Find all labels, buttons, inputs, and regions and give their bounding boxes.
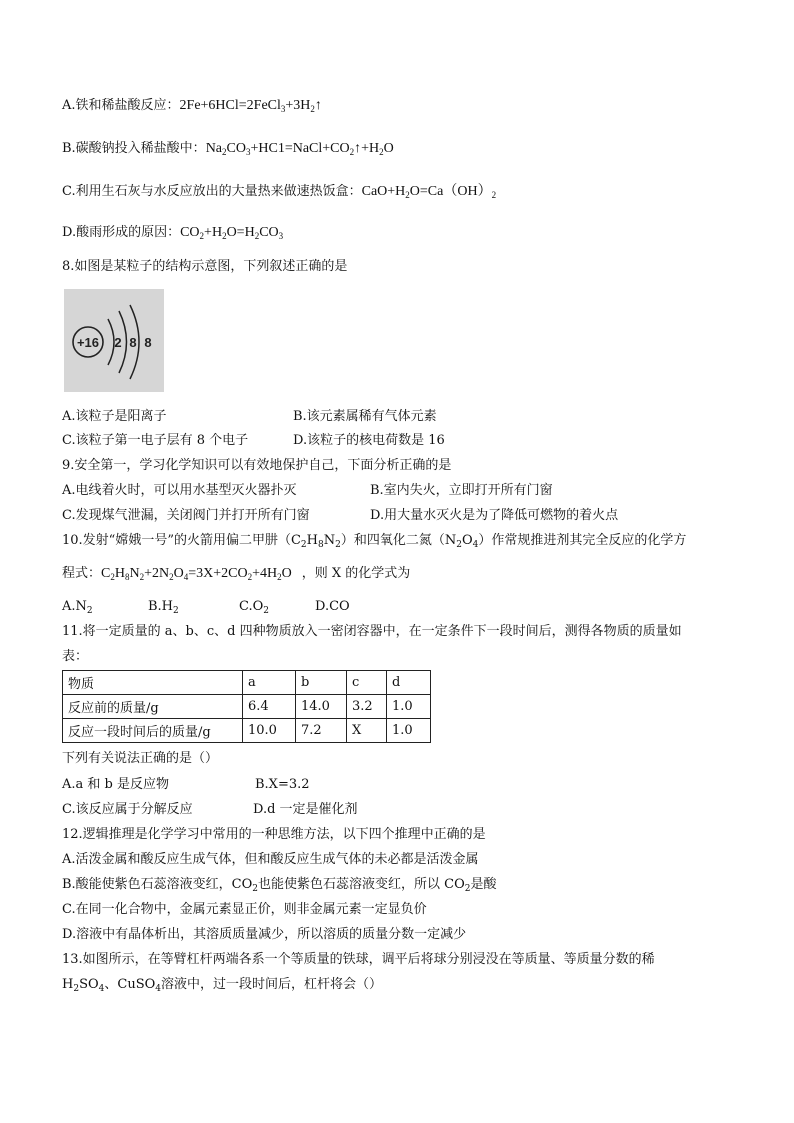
q9-option-d: D.用大量水灭火是为了降低可燃物的着火点 — [370, 508, 619, 523]
q10-option-b: $B.H_2$ — [148, 599, 179, 616]
table-row — [63, 719, 431, 743]
q7-option-a: A.铁和稀盐酸反应：$2Fe+6HCl=2FeCl_3+3H_2↑$ — [62, 98, 322, 114]
shell-electrons-1: 2 — [114, 335, 122, 350]
q7-c-equation: $CaO+H_2O=Ca(OH)_2$ — [361, 184, 497, 200]
table-cell: 6.4 — [243, 695, 296, 719]
q9-stem: 9.安全第一，学习化学知识可以有效地保护自己，下面分析正确的是 — [62, 458, 452, 473]
shell-electrons-2: 8 — [129, 335, 137, 350]
q13-stem-line2: $H_2SO_4$、CuSO$_4$溶液中，过一段时间后，杠杆将会（） — [62, 977, 383, 994]
table-cell: 物质 — [63, 671, 243, 695]
q10-stem-line2: 程式：$C_2H_8N_2+2N_2O_4=3X+2CO_2+4H_2O$ ，则 X 的化学式为 — [62, 566, 411, 582]
q12-option-d: D.溶液中有晶体析出，其溶质质量减少，所以溶质的质量分数一定减少 — [62, 927, 467, 942]
q10-equation: $C_2H_8N_2+2N_2O_4=3X+2CO_2+4H_2O$ — [101, 566, 292, 582]
nucleus-charge: +16 — [76, 335, 100, 350]
q12-option-c: C.在同一化合物中，金属元素显正价，则非金属元素一定显负价 — [62, 902, 427, 917]
table-cell: c — [347, 671, 387, 695]
table-cell: X — [347, 719, 387, 743]
q10-stem-line1: 10.发射“嫦娥一号”的火箭用偏二甲肼$(C_2H_8N_2)$和四氧化二氮$(N_2O_4)$作常规推进剂其完全反应的化学方 — [62, 533, 687, 550]
q7-b-equation: $Na_2CO_3+HC1=NaCl+CO_2↑+H_2O$ — [205, 141, 394, 157]
table-cell: 7.2 — [296, 719, 347, 743]
q8-option-a: A.该粒子是阳离子 — [62, 409, 167, 424]
q10-option-d: D.CO — [315, 599, 350, 614]
q11-after-table: 下列有关说法正确的是（） — [62, 751, 219, 766]
q11-stem-line2: 表： — [62, 649, 89, 664]
q9-option-b: B.室内失火，立即打开所有门窗 — [370, 483, 553, 498]
q8-option-d: D.该粒子的核电荷数是 16 — [293, 433, 445, 448]
q12-stem: 12.逻辑推理是化学学习中常用的一种思维方法，以下四个推理中正确的是 — [62, 827, 486, 842]
table-cell: b — [296, 671, 347, 695]
q9-option-a: A.电线着火时，可以用水基型灭火器扑灭 — [62, 483, 297, 498]
q11-stem-line1: 11.将一定质量的 a、b、c、d 四种物质放入一密闭容器中，在一定条件下一段时间后，测得各物质的质量如 — [62, 624, 682, 639]
q7-d-equation: $CO_2+H_2O=H_2CO_3$ — [180, 225, 284, 241]
q8-stem: 8.如图是某粒子的结构示意图，下列叙述正确的是 — [62, 259, 348, 274]
atom-structure-svg — [64, 289, 164, 392]
q7-a-equation: $2Fe+6HCl=2FeCl_3+3H_2↑$ — [179, 98, 322, 114]
table-cell: 反应一段时间后的质量/g — [63, 719, 243, 743]
q7-option-d: D.酸雨形成的原因：$CO_2+H_2O=H_2CO_3$ — [62, 225, 284, 241]
table-row — [63, 695, 431, 719]
q12-option-a: A.活泼金属和酸反应生成气体，但和酸反应生成气体的未必都是活泼金属 — [62, 852, 479, 867]
q11-option-b: B.X=3.2 — [255, 777, 310, 792]
q12-option-b: B.酸能使紫色石蕊溶液变红，$CO_2$也能使紫色石蕊溶液变红，所以 $CO_2$是酸 — [62, 877, 497, 894]
q10-option-c: $C.O_2$ — [239, 599, 270, 616]
q11-option-c: C.该反应属于分解反应 — [62, 802, 193, 817]
shell-electrons-3: 8 — [144, 335, 152, 350]
table-cell: 1.0 — [387, 719, 431, 743]
q8-option-c: C.该粒子第一电子层有 8 个电子 — [62, 433, 249, 448]
table-cell: d — [387, 671, 431, 695]
q9-option-c: C.发现煤气泄漏，关闭阀门并打开所有门窗 — [62, 508, 310, 523]
q7-option-c: C.利用生石灰与水反应放出的大量热来做速热饭盒：$CaO+H_2O=Ca(OH)_2$ — [62, 184, 497, 200]
table-cell: 3.2 — [347, 695, 387, 719]
table-cell: 10.0 — [243, 719, 296, 743]
q10-option-a: $A.N_2$ — [62, 599, 93, 616]
table-cell: a — [243, 671, 296, 695]
q7-option-b: B.碳酸钠投入稀盐酸中：$Na_2CO_3+HC1=NaCl+CO_2↑+H_2O$ — [62, 141, 394, 157]
shell-arc-1 — [108, 319, 114, 365]
table-cell: 1.0 — [387, 695, 431, 719]
table-cell: 反应前的质量/g — [63, 695, 243, 719]
q11-option-d: D.d 一定是催化剂 — [253, 802, 358, 817]
table-cell: 14.0 — [296, 695, 347, 719]
table-row — [63, 671, 431, 695]
atom-structure-diagram — [64, 289, 164, 392]
mass-data-table — [62, 670, 431, 743]
q13-stem-line1: 13.如图所示，在等臂杠杆两端各系一个等质量的铁球，调平后将球分别浸没在等质量、等质量分数的稀 — [62, 952, 655, 967]
q11-option-a: A.a 和 b 是反应物 — [62, 777, 169, 792]
q8-option-b: B.该元素属稀有气体元素 — [293, 409, 437, 424]
